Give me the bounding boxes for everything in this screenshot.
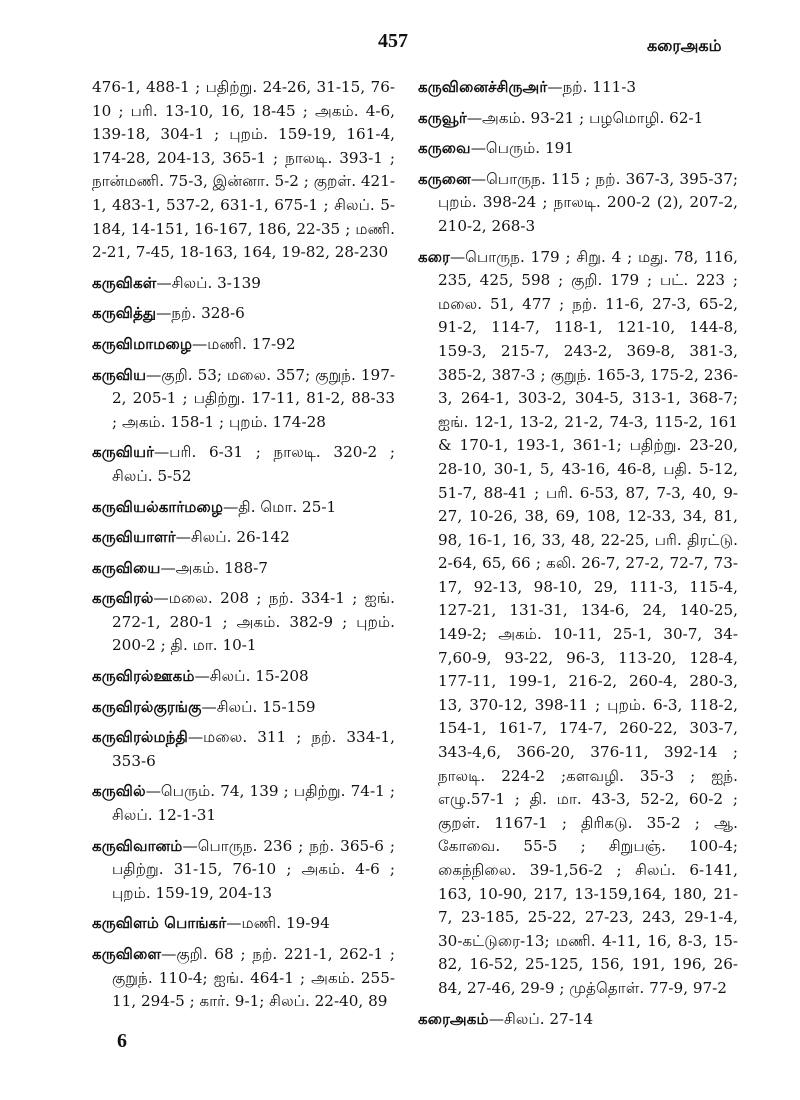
entry-references: —மணி. 19-94	[226, 914, 330, 933]
entry-references: —பொருந. 179 ; சிறு. 4 ; மது. 78, 116, 235, 425, 598 ; குறி. 179 ; பட். 223 ; மலை. 51, 477 ; நற். 11-6, 27-3, 65-2, 91-2, 114-7, 118-1, 121-10, 144-8, 159-3, 215-7, 243-2, 369-8, 381-3, 385-2, 387-3 ; குறுந். 165-3, 175-2, 236-3, 264-1, 303-2, 304-5, 313-1, 368-7; ஐங். 12-1, 13-2, 21-2, 74-3, 115-2, 161 & 170-1, 193-1, 361-1; பதிற்று. 23-20, 28-10, 30-1, 5, 43-16, 46-8, பதி. 5-12, 51-7, 88-41 ; பரி. 6-53, 87, 7-3, 40, 9-27, 10-26, 38, 69, 108, 12-33, 34, 81, 98, 16-1, 16, 33, 48, 22-25, பரி. திரட்டு. 2-64, 65, 66 ; கலி. 26-7, 27-2, 72-7, 73-17, 92-13, 98-10, 29, 111-3, 115-4, 127-21, 131-31, 134-6, 24, 140-25, 149-2; அகம். 10-11, 25-1, 30-7, 34-7,60-9, 93-22, 96-3, 113-20, 128-4, 177-11, 199-1, 216-2, 260-4, 280-3, 13, 370-12, 398-11 ; புறம். 6-3, 118-2, 154-1, 161-7, 174-7, 260-22, 303-7, 343-4,6, 366-20, 376-11, 392-14 ; நாலடி. 224-2 ;களவழி. 35-3 ; ஐந். எழு.57-1 ; தி. மா. 43-3, 52-2, 60-2 ; குறள். 1167-1 ; திரிகடு. 35-2 ; ஆ. கோவை. 55-5 ; சிறுபஞ். 100-4; கைந்நிலை. 39-1,56-2 ; சிலப். 6-141, 163, 10-90, 217, 13-159,164, 180, 21-7, 23-185, 25-22, 27-23, 243, 29-1-4, 30-கட்டுரை-13; மணி. 4-11, 16, 8-3, 15-82, 16-52, 25-125, 156, 191, 196, 26-84, 27-46, 29-9 ; முத்தொள். 77-9, 97-2	[438, 247, 738, 997]
index-entry	[418, 1008, 738, 1032]
running-head: கரைஅகம்	[647, 36, 722, 55]
entry-references: —தி. மொ. 25-1	[223, 497, 337, 516]
page-number: 457	[378, 30, 408, 52]
index-entry	[418, 168, 738, 239]
entry-head: கருவிவானம்	[92, 836, 183, 855]
entry-references: —பொருந. 236 ; நற். 365-6 ; பதிற்று. 31-15, 76-10 ; அகம். 4-6 ; புறம். 159-19, 204-13	[112, 836, 395, 902]
entry-references: —குறி. 68 ; நற். 221-1, 262-1 ; குறுந். 110-4; ஐங். 464-1 ; அகம். 255-11, 294-5 ; கார். 9-1; சிலப். 22-40, 89	[112, 945, 395, 1011]
index-entry	[418, 246, 738, 1001]
index-entry	[92, 364, 395, 435]
entry-references: —சிலப். 15-159	[201, 697, 316, 716]
signature-mark: 6	[117, 1030, 127, 1052]
index-entry	[92, 76, 395, 265]
index-entry	[418, 137, 738, 161]
entry-references: —சிலப். 3-139	[156, 273, 261, 292]
entry-references: —சிலப். 26-142	[175, 528, 290, 547]
entry-head: கரை	[418, 247, 450, 266]
entry-head: கருவிரல்குரங்கு	[92, 697, 202, 716]
index-entry	[92, 496, 395, 520]
entry-head: கருவிளம் பொங்கர்	[92, 914, 227, 933]
entry-head: கருவித்து	[92, 304, 157, 323]
entry-references: —மணி. 17-92	[192, 334, 296, 353]
entry-references: —பரி. 6-31 ; நாலடி. 320-2 ; சிலப். 5-52	[112, 443, 395, 485]
index-entry	[92, 665, 395, 689]
entry-head: கருவியாளர்	[92, 528, 176, 547]
entry-references: —நற். 111-3	[547, 78, 637, 96]
entry-head: கருவில்	[92, 782, 146, 801]
entry-references: —குறி. 53; மலை. 357; குறுந். 197-2, 205-1 ; பதிற்று. 17-11, 81-2, 88-33 ; அகம். 158-1 ; புறம். 174-28	[112, 365, 395, 431]
index-entry	[92, 780, 395, 827]
entry-head: கருவினைச்சிருஅர்	[418, 78, 548, 96]
left-column	[92, 76, 395, 1021]
entry-head: கருவிரல்மந்தி	[92, 728, 188, 747]
index-entry	[92, 272, 395, 296]
entry-head: கருவிரல்	[92, 589, 154, 608]
entry-head: கருவிளை	[92, 945, 162, 963]
entry-head: கருவூர்	[418, 108, 467, 127]
entry-head: கருவை	[418, 139, 471, 158]
index-entry	[92, 302, 395, 326]
entry-head: கருவியை	[92, 558, 161, 577]
entry-head: கருனை	[418, 169, 471, 188]
entry-head: கருவிகள்	[92, 273, 157, 292]
entry-head: கருவிரல்ஊகம்	[92, 667, 195, 686]
index-entry	[92, 526, 395, 550]
index-entry	[92, 557, 395, 581]
index-entry	[92, 943, 395, 1014]
right-column	[418, 76, 738, 1038]
index-entry	[92, 912, 395, 936]
index-entry	[92, 333, 395, 357]
entry-references: —சிலப். 15-208	[194, 667, 309, 686]
index-entry	[92, 441, 395, 488]
entry-references: —பொருந. 115 ; நற். 367-3, 395-37; புறம். 398-24 ; நாலடி. 200-2 (2), 207-2, 210-2, 268-3	[438, 169, 738, 235]
index-entry	[92, 696, 395, 720]
entry-references: —மலை. 311 ; நற். 334-1, 353-6	[112, 728, 395, 770]
entry-references: —அகம். 93-21 ; பழமொழி. 62-1	[466, 108, 704, 127]
entry-head: கருவிமாமழை	[92, 334, 193, 353]
entry-references: —பெரும். 74, 139 ; பதிற்று. 74-1 ; சிலப். 12-1-31	[112, 782, 395, 825]
entry-references: —பெரும். 191	[470, 139, 574, 158]
index-entry	[92, 587, 395, 658]
entry-head: கருவிய	[92, 365, 147, 384]
entry-references: 476-1, 488-1 ; பதிற்று. 24-26, 31-15, 76-10 ; பரி. 13-10, 16, 18-45 ; அகம். 4-6, 139-18, 304-1 ; புறம். 159-19, 161-4, 174-28, 204-13, 365-1 ; நாலடி. 393-1 ; நான்மணி. 75-3, இன்னா. 5-2 ; குறள். 421-1, 483-1, 537-2, 631-1, 675-1 ; சிலப். 5-184, 14-151, 16-167, 186, 22-35 ; மணி. 2-21, 7-45, 18-163, 164, 19-82, 28-230	[92, 78, 395, 262]
entry-references: —சிலப். 27-14	[488, 1009, 594, 1028]
entry-head: கருவியல்கார்மழை	[92, 497, 224, 516]
entry-references: —மலை. 208 ; நற். 334-1 ; ஐங். 272-1, 280-1 ; அகம். 382-9 ; புறம். 200-2 ; தி. மா. 10-1	[112, 589, 395, 655]
index-entry	[92, 835, 395, 906]
entry-head: கரைஅகம்	[418, 1009, 489, 1028]
index-entry	[418, 76, 738, 100]
entry-references: —அகம். 188-7	[160, 558, 268, 577]
index-entry	[92, 726, 395, 773]
index-entry	[418, 107, 738, 131]
entry-references: —நற். 328-6	[156, 304, 245, 323]
entry-head: கருவியர்	[92, 443, 155, 462]
